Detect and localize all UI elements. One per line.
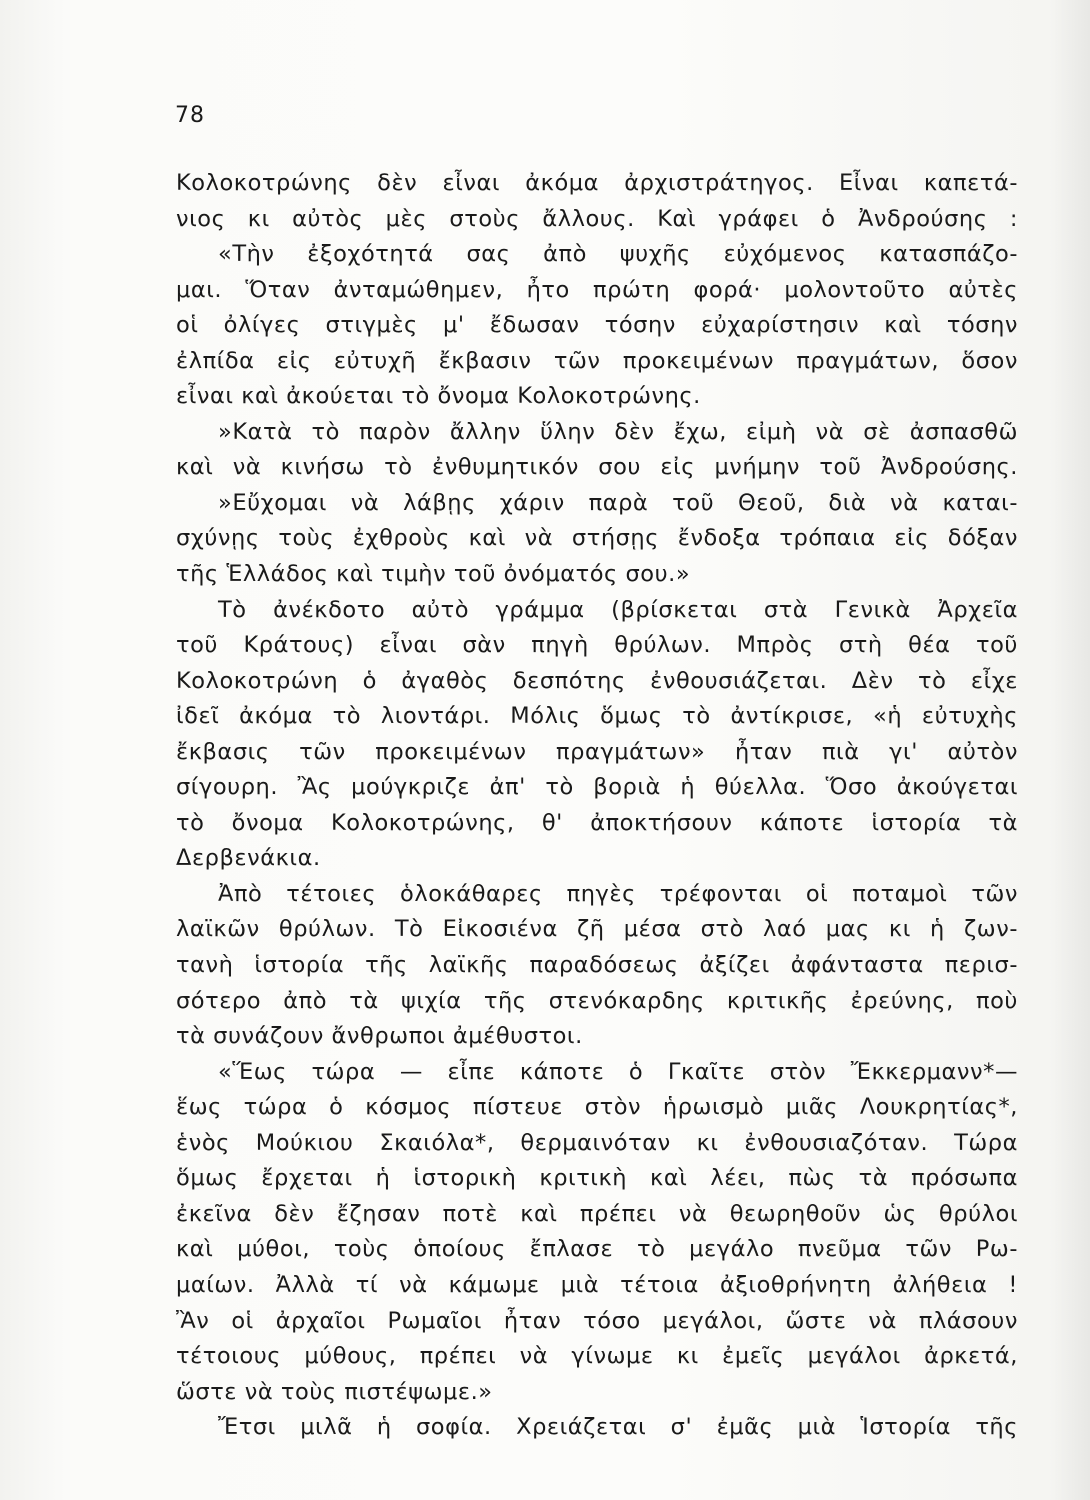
text-line: λαϊκῶν θρύλων. Τὸ Εἰκοσιένα ζῆ μέσα στὸ λαό μας κι ἡ ζων- xyxy=(176,916,1018,943)
text-line: «Τὴν ἐξοχότητά σας ἀπὸ ψυχῆς εὐχόμενος κατασπάζο- xyxy=(218,241,1018,268)
text-line: Ἔτσι μιλᾶ ἡ σοφία. Χρειάζεται σ' ἐμᾶς μιὰ Ἱστορία τῆς xyxy=(218,1414,1018,1441)
text-line: καὶ νὰ κινήσω τὸ ἐνθυμητικόν σου εἰς μνήμην τοῦ Ἀνδρούσης. xyxy=(176,454,1018,481)
text-line: τέτοιους μύθους, πρέπει νὰ γίνωμε κι ἐμεῖς μεγάλοι ἀρκετά, xyxy=(176,1343,1018,1370)
text-line: σίγουρη. Ἂς μούγκριζε ἀπ' τὸ βοριὰ ἡ θύελλα. Ὅσο ἀκούγεται xyxy=(176,774,1018,801)
text-line: μαίων. Ἀλλὰ τί νὰ κάμωμε μιὰ τέτοια ἀξιοθρήνητη ἀλήθεια ! xyxy=(176,1271,1018,1298)
text-line: ἑνὸς Μούκιου Σκαιόλα*, θερμαινόταν κι ἐνθουσιαζόταν. Τώρα xyxy=(176,1129,1018,1156)
text-line: σότερο ἀπὸ τὰ ψιχία τῆς στενόκαρδης κριτικῆς ἐρεύνης, ποὺ xyxy=(176,987,1018,1014)
text-line: τοῦ Κράτους) εἶναι σὰν πηγὴ θρύλων. Μπρὸς στὴ θέα τοῦ xyxy=(176,632,1018,659)
text-line: ὥστε νὰ τοὺς πιστέψωμε.» xyxy=(176,1378,493,1405)
text-line: Δερβενάκια. xyxy=(176,845,321,872)
text-line: τανὴ ἱστορία τῆς λαϊκῆς παραδόσεως ἀξίζει ἀφάνταστα περισ- xyxy=(176,952,1018,979)
text-line: τῆς Ἑλλάδος καὶ τιμὴν τοῦ ὀνόματός σου.» xyxy=(176,561,691,588)
text-line: «Ἕως τώρα — εἶπε κάποτε ὁ Γκαῖτε στὸν Ἔκκερμανν*— xyxy=(218,1058,1018,1085)
text-line: νιος κι αὐτὸς μὲς στοὺς ἄλλους. Καὶ γράφει ὁ Ἀνδρούσης : xyxy=(176,205,1018,232)
text-line: »Εὔχομαι νὰ λάβῃς χάριν παρὰ τοῦ Θεοῦ, διὰ νὰ καται- xyxy=(218,489,1018,516)
text-line: Τὸ ἀνέκδοτο αὐτὸ γράμμα (βρίσκεται στὰ Γενικὰ Ἀρχεῖα xyxy=(218,596,1018,623)
text-line: ἕως τώρα ὁ κόσμος πίστευε στὸν ἡρωισμὸ μιᾶς Λουκρητίας*, xyxy=(176,1094,1018,1121)
text-line: τὸ ὄνομα Κολοκοτρώνης, θ' ἀποκτήσουν κάποτε ἱστορία τὰ xyxy=(176,809,1018,836)
text-line: οἱ ὀλίγες στιγμὲς μ' ἔδωσαν τόσην εὐχαρίστησιν καὶ τόσην xyxy=(176,312,1018,339)
page-number: 78 xyxy=(175,103,205,128)
text-line: καὶ μύθοι, τοὺς ὁποίους ἔπλασε τὸ μεγάλο πνεῦμα τῶν Ρω- xyxy=(176,1236,1018,1263)
text-line: μαι. Ὅταν ἀνταμώθημεν, ἦτο πρώτη φορά· μολοντοῦτο αὐτὲς xyxy=(176,276,1018,303)
text-line: »Κατὰ τὸ παρὸν ἄλλην ὕλην δὲν ἔχω, εἰμὴ νὰ σὲ ἀσπασθῶ xyxy=(218,418,1018,445)
text-line: ἐκεῖνα δὲν ἔζησαν ποτὲ καὶ πρέπει νὰ θεωρηθοῦν ὡς θρύλοι xyxy=(176,1200,1018,1227)
text-line: ἐλπίδα εἰς εὐτυχῆ ἔκβασιν τῶν προκειμένων πραγμάτων, ὅσον xyxy=(176,347,1018,374)
text-line: ἰδεῖ ἀκόμα τὸ λιοντάρι. Μόλις ὅμως τὸ ἀντίκρισε, «ἡ εὐτυχὴς xyxy=(176,703,1018,730)
page-edge-shadow xyxy=(1050,0,1090,1500)
text-line: εἶναι καὶ ἀκούεται τὸ ὄνομα Κολοκοτρώνης. xyxy=(176,383,701,410)
text-line: σχύνῃς τοὺς ἐχθροὺς καὶ νὰ στήσῃς ἔνδοξα τρόπαια εἰς δόξαν xyxy=(176,525,1018,552)
text-line: τὰ συνάζουν ἄνθρωποι ἀμέθυστοι. xyxy=(176,1023,583,1050)
text-line: ἔκβασις τῶν προκειμένων πραγμάτων» ἦταν πιὰ γι' αὐτὸν xyxy=(176,738,1018,765)
text-line: ὅμως ἔρχεται ἡ ἱστορικὴ κριτικὴ καὶ λέει, πὼς τὰ πρόσωπα xyxy=(176,1165,1018,1192)
text-line: Ἀπὸ τέτοιες ὁλοκάθαρες πηγὲς τρέφονται οἱ ποταμοὶ τῶν xyxy=(218,880,1018,907)
text-line: Ἂν οἱ ἀρχαῖοι Ρωμαῖοι ἦταν τόσο μεγάλοι, ὥστε νὰ πλάσουν xyxy=(176,1307,1018,1334)
text-line: Κολοκοτρώνη ὁ ἀγαθὸς δεσπότης ἐνθουσιάζεται. Δὲν τὸ εἶχε xyxy=(176,667,1018,694)
text-line: Κολοκοτρώνης δὲν εἶναι ἀκόμα ἀρχιστράτηγος. Εἶναι καπετά- xyxy=(176,170,1018,196)
body-text xyxy=(176,166,1018,1446)
